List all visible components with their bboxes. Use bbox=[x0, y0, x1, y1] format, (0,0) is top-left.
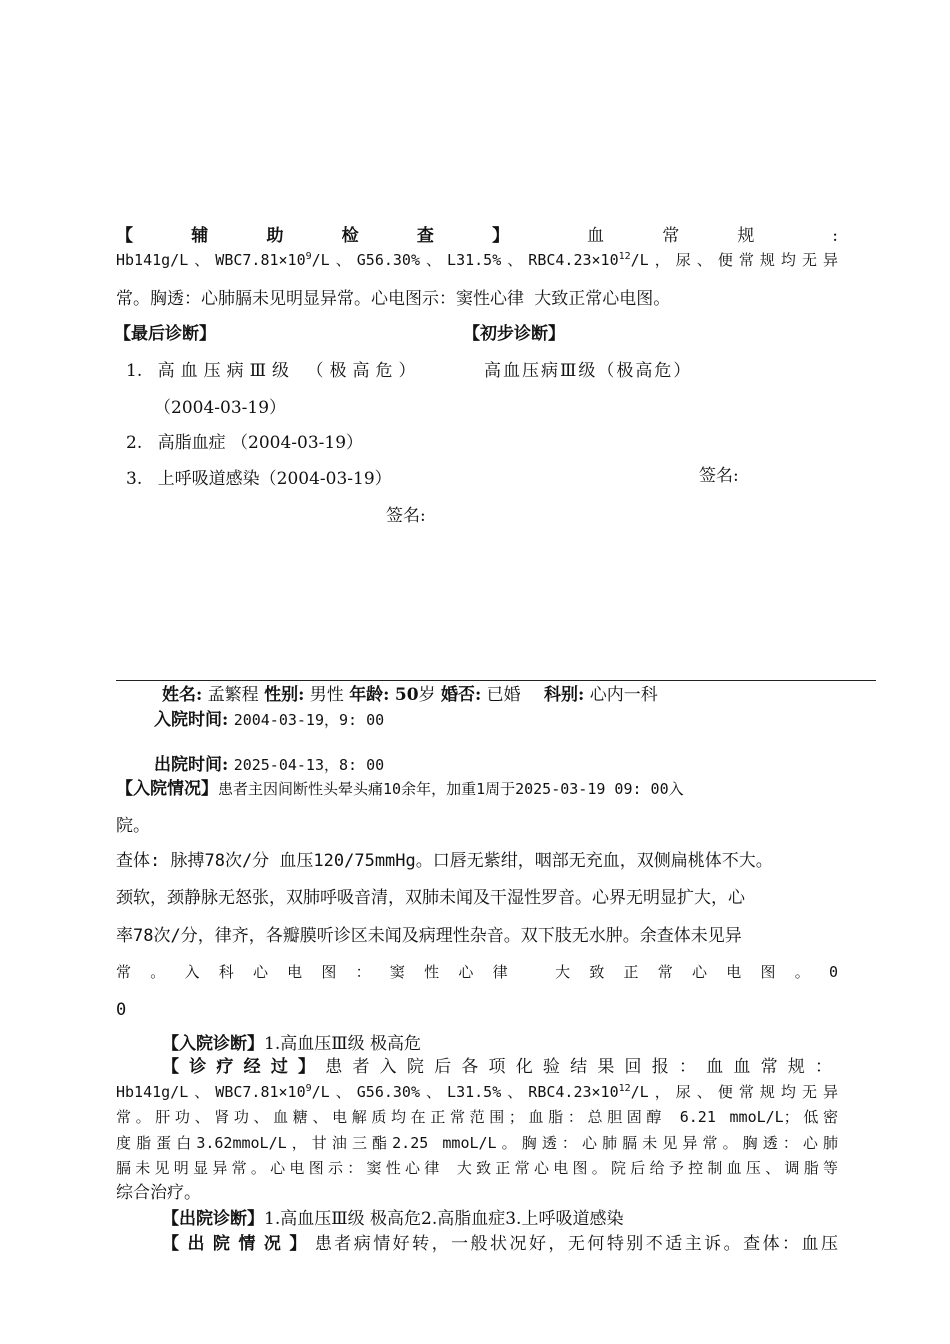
initial-dx-heading: 【初步诊断】 bbox=[463, 324, 565, 344]
aux-exam-colon: : bbox=[832, 226, 839, 246]
exam-line-1: 查体: 脉搏78次/分 血压120/75mmHg。口唇无紫绀，咽部无充血，双侧扁桃体不大。 bbox=[116, 851, 773, 871]
exam-line-4: 常。入科心电图：窦性心律 大致正常心电图。0 bbox=[116, 963, 838, 981]
admission-line1: 【入院情况】患者主因间断性头晕头痛10余年，加重1周于2025-03-19 09: 00入 bbox=[116, 779, 684, 799]
course-line2: Hb141g/L、$WBC7.81\times 10^9/L$、G56.30%、L31.5%、$RBC4.23\times 10^{12}/L$，尿、便常规均无异 bbox=[116, 1083, 838, 1101]
final-dx-heading: 【最后诊断】 bbox=[114, 324, 216, 344]
admission-line2: 院。 bbox=[116, 816, 150, 836]
final-dx-item-1: 1. 高血压病Ⅲ级 （极高危） bbox=[126, 361, 422, 381]
discharge-dx: 【出院诊断】1.高血压Ⅲ级 极高危2.高脂血症3.上呼吸道感染 bbox=[162, 1209, 624, 1229]
initial-dx-text: 高血压病Ⅲ级（极高危） bbox=[484, 361, 693, 381]
final-dx-item-3: 3. 上呼吸道感染（2004-03-19） bbox=[126, 469, 392, 489]
course-line4: 度脂蛋白3.62mmoL/L，甘油三酯2.25 mmoL/L。胸透：心肺膈未见异常。胸透：心肺 bbox=[116, 1134, 838, 1152]
discharge-time-line: 出院时间: 2025-04-13，8: 00 bbox=[154, 755, 385, 775]
exam-line-2: 颈软，颈静脉无怒张，双肺呼吸音清，双肺未闻及干湿性罗音。心界无明显扩大，心 bbox=[116, 888, 745, 908]
aux-exam-label: 血常规 bbox=[586, 226, 813, 246]
course-line1: 【诊疗经过】患者入院后各项化验结果回报：血血常规： bbox=[162, 1057, 838, 1077]
patient-info-line: 姓名: 孟繁程 性别: 男性 年龄: 50岁 婚否: 已婚 科别: 心内一科 bbox=[162, 685, 658, 705]
final-dx-signature: 签名: bbox=[386, 506, 426, 526]
aux-exam-line2: 常。胸透：心肺膈未见明显异常。心电图示：窦性心律 大致正常心电图。 bbox=[116, 289, 671, 309]
admission-dx: 【入院诊断】1.高血压Ⅲ级 极高危 bbox=[162, 1034, 422, 1054]
final-dx-item-1-date: （2004-03-19） bbox=[154, 398, 287, 418]
discharge-status: 【出院情况】患者病情好转，一般状况好，无何特别不适主诉。查体：血压 bbox=[162, 1234, 838, 1254]
aux-exam-heading-line bbox=[116, 226, 838, 246]
page-divider bbox=[116, 680, 876, 681]
initial-dx-signature: 签名: bbox=[699, 466, 739, 486]
admit-time-line: 入院时间: 2004-03-19，9: 00 bbox=[154, 710, 385, 730]
final-dx-item-2: 2. 高脂血症 （2004-03-19） bbox=[126, 433, 364, 453]
course-line3: 常。肝功、肾功、血糖、电解质均在正常范围；血脂：总胆固醇 6.21 mmoL/L；低密 bbox=[116, 1108, 838, 1126]
exam-line-5: 0 bbox=[116, 1000, 127, 1020]
course-line5: 膈未见明显异常。心电图示：窦性心律 大致正常心电图。院后给予控制血压、调脂等 bbox=[116, 1159, 838, 1177]
course-line6: 综合治疗。 bbox=[116, 1183, 201, 1203]
exam-line-3: 率78次/分，律齐，各瓣膜听诊区未闻及病理性杂音。双下肢无水肿。余查体未见异 bbox=[116, 926, 742, 946]
aux-exam-heading: 【辅助检查】 bbox=[116, 226, 568, 246]
aux-exam-line1: Hb141g/L、$WBC7.81\times 10^9/L$、G56.30%、L31.5%、$RBC4.23\times 10^{12}/L$，尿、便常规均无异 bbox=[116, 251, 838, 269]
